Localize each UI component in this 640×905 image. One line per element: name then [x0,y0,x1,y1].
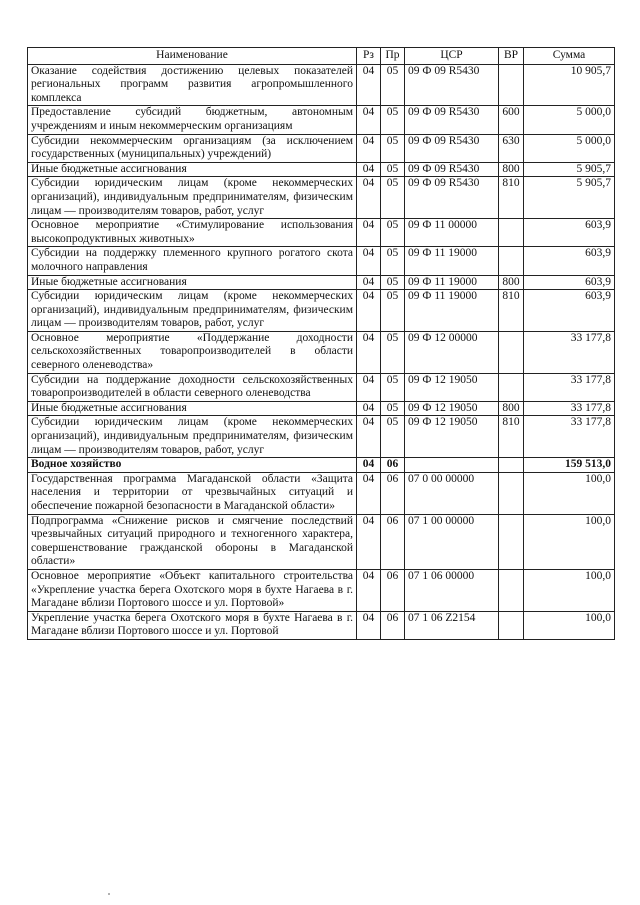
row-vr-cell [499,569,524,611]
row-vr-cell [499,219,524,247]
row-pr-cell: 06 [381,514,405,569]
budget-table [27,47,615,640]
row-csr-cell: 09 Ф 09 R5430 [405,106,499,134]
table-row [28,275,615,290]
row-vr-cell [499,373,524,401]
row-sum-cell: 10 905,7 [524,64,615,106]
row-pr-cell: 05 [381,275,405,290]
row-name-cell: Субсидии юридическим лицам (кроме некоммерческих организаций), индивидуальным предпринимателям, физическим лицам — производителям товаров, работ, услуг [28,290,357,332]
row-vr-cell: 810 [499,177,524,219]
row-sum-cell: 5 000,0 [524,106,615,134]
table-row [28,134,615,162]
row-vr-cell [499,247,524,275]
header-pr: Пр [381,48,405,65]
row-rz-cell: 04 [357,177,381,219]
row-pr-cell: 06 [381,472,405,514]
table-row [28,331,615,373]
header-vr: ВР [499,48,524,65]
table-row [28,162,615,177]
row-csr-cell: 09 Ф 11 19000 [405,275,499,290]
row-csr-cell [405,458,499,473]
row-csr-cell: 09 Ф 09 R5430 [405,64,499,106]
row-name-cell: Оказание содействия достижению целевых показателей региональных программ развития агропромышленного комплекса [28,64,357,106]
row-vr-cell: 800 [499,162,524,177]
row-vr-cell: 600 [499,106,524,134]
table-header-row [28,48,615,65]
row-csr-cell: 09 Ф 11 19000 [405,290,499,332]
row-rz-cell: 04 [357,64,381,106]
row-vr-cell [499,64,524,106]
row-sum-cell: 603,9 [524,247,615,275]
row-vr-cell: 630 [499,134,524,162]
row-pr-cell: 06 [381,569,405,611]
row-sum-cell: 603,9 [524,290,615,332]
row-rz-cell: 04 [357,472,381,514]
row-vr-cell: 800 [499,275,524,290]
row-rz-cell: 04 [357,290,381,332]
row-pr-cell: 06 [381,458,405,473]
row-rz-cell: 04 [357,569,381,611]
row-rz-cell: 04 [357,247,381,275]
row-sum-cell: 603,9 [524,275,615,290]
row-rz-cell: 04 [357,219,381,247]
row-rz-cell: 04 [357,611,381,639]
table-row [28,177,615,219]
row-sum-cell: 100,0 [524,472,615,514]
row-sum-cell: 100,0 [524,569,615,611]
row-rz-cell: 04 [357,331,381,373]
row-csr-cell: 07 1 06 Z2154 [405,611,499,639]
row-name-cell: Основное мероприятие «Стимулирование использования высокопродуктивных животных» [28,219,357,247]
row-csr-cell: 09 Ф 09 R5430 [405,134,499,162]
row-pr-cell: 05 [381,373,405,401]
row-sum-cell: 33 177,8 [524,401,615,416]
row-vr-cell: 800 [499,401,524,416]
row-csr-cell: 09 Ф 12 19050 [405,416,499,458]
row-name-cell: Предоставление субсидий бюджетным, автономным учреждениям и иным некоммерческим организациям [28,106,357,134]
table-row [28,514,615,569]
table-row [28,458,615,473]
row-rz-cell: 04 [357,134,381,162]
row-name-cell: Водное хозяйство [28,458,357,473]
row-vr-cell [499,331,524,373]
table-row [28,472,615,514]
row-pr-cell: 05 [381,247,405,275]
row-rz-cell: 04 [357,416,381,458]
row-name-cell: Подпрограмма «Снижение рисков и смягчение последствий чрезвычайных ситуаций природного и техногенного характера, совершенствование гражданской обороны в Магаданской области» [28,514,357,569]
table-row [28,247,615,275]
header-csr: ЦСР [405,48,499,65]
table-row [28,569,615,611]
table-row [28,416,615,458]
row-sum-cell: 603,9 [524,219,615,247]
row-sum-cell: 5 000,0 [524,134,615,162]
row-name-cell: Основное мероприятие «Объект капитального строительства «Укрепление участка берега Охотского моря в бухте Нагаева в г. Магадане вблизи Портового шоссе и ул. Портовой» [28,569,357,611]
row-sum-cell: 33 177,8 [524,416,615,458]
row-csr-cell: 09 Ф 12 19050 [405,373,499,401]
row-csr-cell: 07 0 00 00000 [405,472,499,514]
row-vr-cell [499,514,524,569]
row-pr-cell: 05 [381,162,405,177]
header-name: Наименование [28,48,357,65]
row-rz-cell: 04 [357,458,381,473]
row-sum-cell: 5 905,7 [524,177,615,219]
row-rz-cell: 04 [357,162,381,177]
row-name-cell: Иные бюджетные ассигнования [28,162,357,177]
header-sum: Сумма [524,48,615,65]
table-row [28,373,615,401]
row-vr-cell [499,458,524,473]
row-name-cell: Основное мероприятие «Поддержание доходности сельскохозяйственных товаропроизводителей в области северного оленеводства» [28,331,357,373]
row-csr-cell: 09 Ф 09 R5430 [405,177,499,219]
table-row [28,290,615,332]
table-row [28,64,615,106]
row-rz-cell: 04 [357,106,381,134]
row-sum-cell: 5 905,7 [524,162,615,177]
row-rz-cell: 04 [357,401,381,416]
row-csr-cell: 09 Ф 12 19050 [405,401,499,416]
row-name-cell: Субсидии юридическим лицам (кроме некоммерческих организаций), индивидуальным предпринимателям, физическим лицам — производителям товаров, работ, услуг [28,177,357,219]
row-pr-cell: 05 [381,106,405,134]
row-name-cell: Субсидии на поддержку племенного крупного рогатого скота молочного направления [28,247,357,275]
row-name-cell: Иные бюджетные ассигнования [28,275,357,290]
row-rz-cell: 04 [357,275,381,290]
row-csr-cell: 09 Ф 11 00000 [405,219,499,247]
row-pr-cell: 05 [381,64,405,106]
row-name-cell: Государственная программа Магаданской области «Защита населения и территории от чрезвычайных ситуаций и обеспечение пожарной безопасности в Магаданской области» [28,472,357,514]
row-sum-cell: 159 513,0 [524,458,615,473]
row-vr-cell: 810 [499,290,524,332]
table-row [28,611,615,639]
row-name-cell: Субсидии юридическим лицам (кроме некоммерческих организаций), индивидуальным предпринимателям, физическим лицам — производителям товаров, работ, услуг [28,416,357,458]
table-body [28,64,615,639]
row-name-cell: Укрепление участка берега Охотского моря в бухте Нагаева в г. Магадане вблизи Портового шоссе и ул. Портовой [28,611,357,639]
header-rz: Рз [357,48,381,65]
row-pr-cell: 05 [381,416,405,458]
row-sum-cell: 100,0 [524,514,615,569]
row-pr-cell: 06 [381,611,405,639]
row-sum-cell: 100,0 [524,611,615,639]
row-csr-cell: 09 Ф 11 19000 [405,247,499,275]
row-pr-cell: 05 [381,331,405,373]
row-rz-cell: 04 [357,514,381,569]
table-row [28,106,615,134]
row-csr-cell: 07 1 06 00000 [405,569,499,611]
row-name-cell: Иные бюджетные ассигнования [28,401,357,416]
row-pr-cell: 05 [381,219,405,247]
row-csr-cell: 09 Ф 12 00000 [405,331,499,373]
budget-sheet [27,47,615,640]
table-row [28,401,615,416]
row-pr-cell: 05 [381,177,405,219]
table-row [28,219,615,247]
row-csr-cell: 09 Ф 09 R5430 [405,162,499,177]
row-pr-cell: 05 [381,134,405,162]
row-name-cell: Субсидии некоммерческим организациям (за исключением государственных (муниципальных) учреждений) [28,134,357,162]
row-vr-cell: 810 [499,416,524,458]
row-pr-cell: 05 [381,401,405,416]
row-sum-cell: 33 177,8 [524,373,615,401]
row-csr-cell: 07 1 00 00000 [405,514,499,569]
row-vr-cell [499,472,524,514]
row-sum-cell: 33 177,8 [524,331,615,373]
row-pr-cell: 05 [381,290,405,332]
row-vr-cell [499,611,524,639]
row-rz-cell: 04 [357,373,381,401]
row-name-cell: Субсидии на поддержание доходности сельскохозяйственных товаропроизводителей в области северного оленеводства [28,373,357,401]
scan-speck [108,893,110,895]
